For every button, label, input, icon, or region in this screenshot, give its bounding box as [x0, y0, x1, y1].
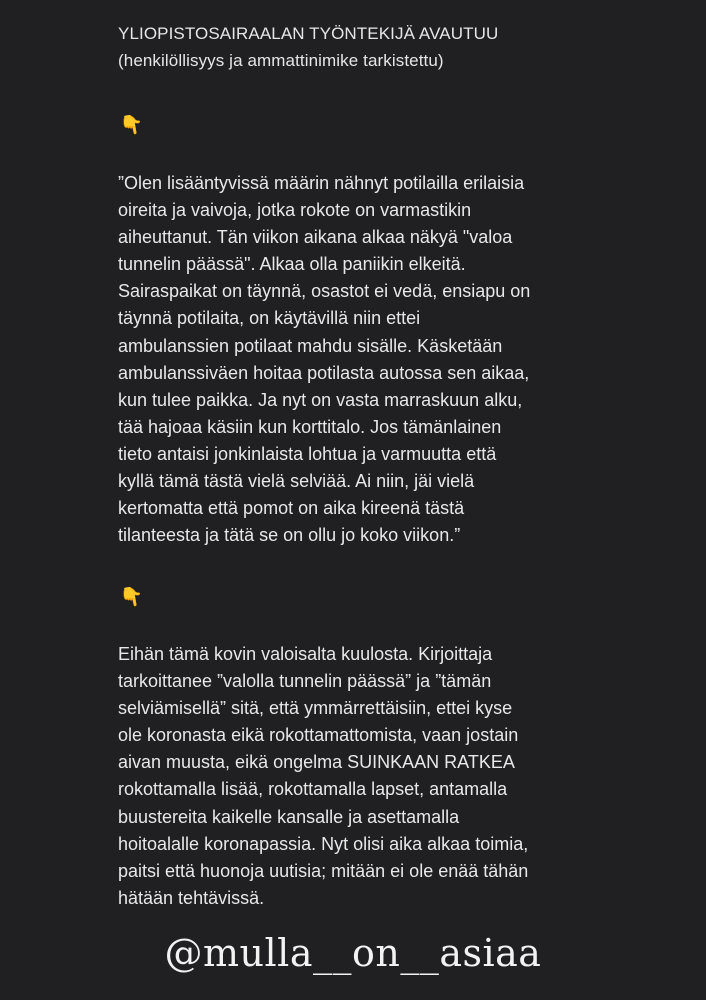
account-handle: @mulla__on__asiaa — [164, 931, 542, 975]
quote-line: kertomatta että pomot on aika kireenä tästä — [118, 498, 465, 519]
commentary-line: buustereita kaikelle kansalle ja asettamalla — [118, 806, 460, 827]
commentary-paragraph — [118, 641, 693, 912]
title-line-1: YLIOPISTOSAIRAALAN TYÖNTEKIJÄ AVAUTUU — [118, 24, 499, 43]
commentary-line: Eihän tämä kovin valoisalta kuulosta. Kirjoittaja — [118, 644, 493, 664]
quote-line: oireita ja vaivoja, jotka rokote on varmastikin — [118, 200, 472, 221]
pointing-down-icon: 👇 — [118, 113, 146, 138]
post-title — [118, 20, 678, 74]
quote-line: Sairaspaikat on täynnä, osastot ei vedä, ensiapu on — [118, 281, 531, 302]
pointing-down-icon: 👇 — [118, 585, 146, 610]
commentary-line: hoitoalalle koronapassia. Nyt olisi aika alkaa toimia, — [118, 833, 529, 854]
quote-line: ambulanssiväen hoitaa potilasta autossa sen aikaa, — [118, 362, 530, 383]
commentary-line: ole koronasta eikä rokottamattomista, vaan jostain — [118, 725, 519, 746]
commentary-line: hätään tehtävissä. — [118, 887, 265, 908]
commentary-line: paitsi että huonoja uutisia; mitään ei ole enää tähän — [118, 860, 529, 881]
quote-line: kun tulee paikka. Ja nyt on vasta marraskuun alku, — [118, 389, 523, 410]
quote-line: tilanteesta ja tätä se on ollu jo koko viikon.” — [118, 525, 461, 546]
quote-paragraph — [118, 170, 693, 549]
quote-line: aiheuttanut. Tän viikon aikana alkaa näkyä "valoa — [118, 227, 513, 248]
quote-line: tieto antaisi jonkinlaista lohtua ja varmuutta että — [118, 443, 497, 464]
quote-line: kyllä tämä tästä vielä selviää. Ai niin, jäi vielä — [118, 471, 475, 492]
commentary-line: tarkoittanee ”valolla tunnelin päässä” ja ”tämän — [118, 671, 492, 692]
commentary-line: selviämisellä” sitä, että ymmärrettäisiin, ettei kyse — [118, 698, 513, 719]
quote-line: tää hajoaa käsiin kun korttitalo. Jos tämänlainen — [118, 416, 502, 437]
quote-line: täynnä potilaita, on käytävillä niin ettei — [118, 308, 421, 329]
quote-line: ambulanssien potilaat mahdu sisälle. Käsketään — [118, 335, 503, 356]
quote-line: ”Olen lisääntyvissä määrin nähnyt potilailla erilaisia — [118, 173, 525, 193]
commentary-line: aivan muusta, eikä ongelma SUINKAAN RATKEA — [118, 752, 515, 773]
title-line-2: (henkilöllisyys ja ammattinimike tarkistettu) — [118, 51, 444, 70]
commentary-line: rokottamalla lisää, rokottamalla lapset, antamalla — [118, 779, 508, 800]
quote-line: tunnelin päässä". Alkaa olla paniikin elkeitä. — [118, 254, 466, 275]
